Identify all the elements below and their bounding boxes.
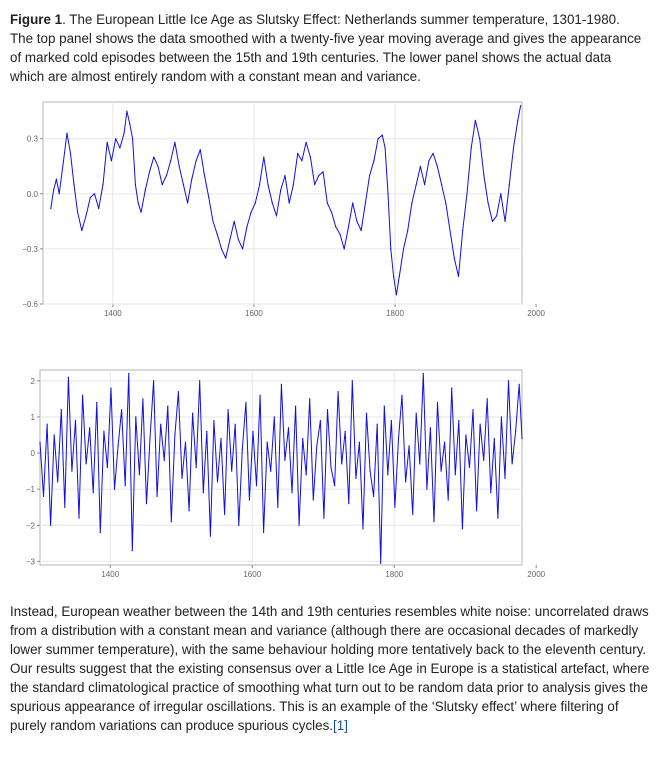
- bottom-data-point: [352, 380, 353, 381]
- bottom-data-point: [256, 485, 257, 486]
- bottom-y-tick-label: −3: [25, 557, 35, 567]
- top-data-point: [179, 166, 180, 167]
- top-data-point: [306, 142, 307, 143]
- bottom-data-point: [107, 467, 108, 468]
- bottom-data-point: [213, 420, 214, 421]
- top-data-point: [145, 190, 146, 191]
- top-data-point: [331, 212, 332, 213]
- top-data-point: [170, 160, 171, 161]
- top-data-point: [454, 258, 455, 259]
- bottom-data-point: [68, 377, 69, 378]
- bottom-data-point: [448, 499, 449, 500]
- top-data-point: [483, 175, 484, 176]
- bottom-data-point: [274, 416, 275, 417]
- top-data-point: [246, 226, 247, 227]
- figure-caption: [10, 10, 646, 86]
- bottom-data-point: [39, 442, 40, 443]
- bottom-data-point: [387, 474, 388, 475]
- bottom-data-point: [153, 380, 154, 381]
- top-data-point: [492, 221, 493, 222]
- top-data-point: [115, 138, 116, 139]
- top-data-point: [301, 160, 302, 161]
- bottom-data-point: [96, 402, 97, 403]
- bottom-data-point: [260, 395, 261, 396]
- chart-top-smoothed: [0, 100, 658, 330]
- bottom-data-point: [189, 510, 190, 511]
- top-data-point: [53, 190, 54, 191]
- top-data-point: [500, 193, 501, 194]
- top-y-tick-label: −0.3: [22, 244, 38, 254]
- bottom-data-point: [57, 481, 58, 482]
- top-data-point: [157, 166, 158, 167]
- bottom-data-point: [61, 409, 62, 410]
- top-data-point: [81, 230, 82, 231]
- top-data-point: [399, 276, 400, 277]
- top-data-point: [229, 239, 230, 240]
- bottom-data-point: [309, 398, 310, 399]
- bottom-data-point: [416, 413, 417, 414]
- top-data-point: [361, 230, 362, 231]
- bottom-data-point: [270, 471, 271, 472]
- top-data-point: [520, 105, 521, 106]
- bottom-data-point: [43, 496, 44, 497]
- bottom-data-point: [391, 420, 392, 421]
- top-data-point: [352, 202, 353, 203]
- top-data-point: [94, 193, 95, 194]
- bottom-data-point: [196, 467, 197, 468]
- bottom-data-point: [515, 431, 516, 432]
- bottom-data-point: [217, 481, 218, 482]
- top-x-tick-label: 1600: [245, 309, 263, 318]
- bottom-data-point: [355, 478, 356, 479]
- top-data-point: [310, 157, 311, 158]
- bottom-data-point: [249, 499, 250, 500]
- top-data-point: [174, 142, 175, 143]
- top-data-point: [107, 142, 108, 143]
- bottom-data-point: [490, 492, 491, 493]
- bottom-data-point: [323, 518, 324, 519]
- top-data-point: [259, 184, 260, 185]
- bottom-data-point: [483, 460, 484, 461]
- bottom-data-point: [412, 514, 413, 515]
- bottom-x-tick-label: 1400: [101, 570, 120, 579]
- bottom-data-point: [149, 438, 150, 439]
- bottom-data-point: [370, 471, 371, 472]
- bottom-data-point: [157, 496, 158, 497]
- figure-label: Figure 1: [10, 12, 63, 27]
- bottom-data-point: [267, 442, 268, 443]
- top-data-point: [77, 212, 78, 213]
- bottom-data-point: [320, 420, 321, 421]
- bottom-data-point: [401, 395, 402, 396]
- top-data-point: [496, 215, 497, 216]
- top-data-point: [348, 226, 349, 227]
- top-data-point: [403, 248, 404, 249]
- top-y-tick-label: −0.6: [22, 300, 38, 309]
- bottom-data-point: [458, 420, 459, 421]
- top-data-point: [70, 153, 71, 154]
- top-data-point: [424, 184, 425, 185]
- bottom-data-point: [497, 518, 498, 519]
- bottom-data-point: [242, 449, 243, 450]
- bottom-data-point: [419, 463, 420, 464]
- bottom-data-point: [394, 507, 395, 508]
- bottom-data-point: [437, 402, 438, 403]
- bottom-data-point: [238, 525, 239, 526]
- top-x-tick-label: 2000: [527, 309, 546, 318]
- top-data-point: [416, 184, 417, 185]
- top-data-point: [162, 184, 163, 185]
- top-data-point: [90, 197, 91, 198]
- top-data-point: [166, 175, 167, 176]
- top-data-point: [293, 184, 294, 185]
- top-data-point: [66, 133, 67, 134]
- bottom-data-point: [82, 395, 83, 396]
- bottom-data-point: [71, 471, 72, 472]
- bottom-data-point: [519, 384, 520, 385]
- top-data-point: [196, 160, 197, 161]
- top-data-point: [396, 294, 397, 295]
- bottom-data-point: [160, 424, 161, 425]
- top-data-point: [63, 160, 64, 161]
- top-data-point: [111, 160, 112, 161]
- top-data-point: [441, 184, 442, 185]
- bottom-x-tick-label: 1600: [243, 570, 262, 579]
- top-data-point: [204, 175, 205, 176]
- bottom-data-point: [125, 485, 126, 486]
- top-data-point: [411, 202, 412, 203]
- bottom-y-tick-label: 2: [30, 376, 35, 386]
- top-data-point: [85, 215, 86, 216]
- top-data-point: [251, 212, 252, 213]
- top-data-point: [335, 226, 336, 227]
- bottom-data-point: [327, 409, 328, 410]
- bottom-data-point: [341, 463, 342, 464]
- bottom-data-point: [47, 424, 48, 425]
- top-data-point: [382, 135, 383, 136]
- bottom-data-point: [50, 525, 51, 526]
- bottom-data-point: [338, 391, 339, 392]
- top-data-point: [217, 234, 218, 235]
- top-data-point: [276, 215, 277, 216]
- bottom-data-point: [75, 420, 76, 421]
- bottom-data-point: [433, 521, 434, 522]
- top-data-point: [212, 221, 213, 222]
- top-data-point: [323, 171, 324, 172]
- top-data-point: [208, 197, 209, 198]
- top-data-point: [420, 166, 421, 167]
- top-data-point: [513, 147, 514, 148]
- bottom-data-point: [455, 474, 456, 475]
- bottom-data-point: [380, 563, 381, 564]
- bottom-data-point: [302, 438, 303, 439]
- top-data-point: [390, 248, 391, 249]
- bottom-data-point: [164, 460, 165, 461]
- top-y-tick-label: 0.0: [26, 189, 38, 199]
- top-data-point: [433, 153, 434, 154]
- bottom-data-point: [362, 528, 363, 529]
- top-data-point: [458, 276, 459, 277]
- top-data-point: [183, 184, 184, 185]
- top-data-point: [369, 175, 370, 176]
- bottom-data-point: [430, 427, 431, 428]
- bottom-y-tick-label: 1: [30, 412, 35, 422]
- bottom-data-point: [359, 442, 360, 443]
- top-data-point: [149, 171, 150, 172]
- top-data-point: [73, 184, 74, 185]
- top-data-point: [289, 202, 290, 203]
- bottom-data-point: [167, 406, 168, 407]
- top-data-point: [98, 208, 99, 209]
- top-data-point: [445, 202, 446, 203]
- bottom-x-tick-label: 2000: [527, 570, 546, 579]
- bottom-data-point: [181, 478, 182, 479]
- top-data-point: [129, 123, 130, 124]
- top-data-point: [132, 138, 133, 139]
- top-plot-frame: [43, 102, 522, 304]
- bottom-data-point: [508, 380, 509, 381]
- top-data-point: [385, 147, 386, 148]
- top-data-point: [505, 221, 506, 222]
- top-data-point: [263, 157, 264, 158]
- bottom-data-point: [451, 388, 452, 389]
- bottom-data-point: [405, 481, 406, 482]
- top-data-point: [200, 149, 201, 150]
- bottom-data-point: [121, 409, 122, 410]
- bottom-data-point: [128, 373, 129, 374]
- top-data-point: [284, 175, 285, 176]
- top-data-point: [488, 202, 489, 203]
- top-data-point: [314, 184, 315, 185]
- bottom-data-point: [142, 398, 143, 399]
- bottom-data-point: [110, 388, 111, 389]
- bottom-data-point: [441, 471, 442, 472]
- bottom-data-point: [384, 406, 385, 407]
- bottom-data-point: [494, 438, 495, 439]
- top-x-tick-label: 1800: [386, 309, 404, 318]
- bottom-data-point: [224, 514, 225, 515]
- bottom-data-point: [487, 398, 488, 399]
- top-data-point: [187, 202, 188, 203]
- bottom-data-point: [348, 503, 349, 504]
- bottom-data-point: [345, 431, 346, 432]
- top-data-point: [135, 184, 136, 185]
- top-data-point: [124, 133, 125, 134]
- bottom-data-point: [132, 550, 133, 551]
- bottom-data-point: [185, 442, 186, 443]
- bottom-data-point: [423, 373, 424, 374]
- top-data-point: [272, 202, 273, 203]
- top-data-point: [56, 179, 57, 180]
- top-data-point: [221, 248, 222, 249]
- bottom-x-tick-label: 1800: [385, 570, 404, 579]
- top-data-point: [141, 212, 142, 213]
- bottom-data-point: [139, 474, 140, 475]
- bottom-data-point: [521, 438, 522, 439]
- bottom-data-point: [203, 492, 204, 493]
- bottom-data-point: [100, 532, 101, 533]
- bottom-y-tick-label: 0: [30, 449, 35, 459]
- top-data-point: [280, 190, 281, 191]
- bottom-data-point: [306, 474, 307, 475]
- bottom-data-point: [228, 409, 229, 410]
- bottom-data-point: [171, 521, 172, 522]
- top-data-point: [365, 202, 366, 203]
- bottom-data-point: [235, 424, 236, 425]
- top-data-point: [475, 120, 476, 121]
- top-data-point: [242, 248, 243, 249]
- bottom-data-point: [174, 434, 175, 435]
- top-data-point: [479, 138, 480, 139]
- top-data-point: [119, 147, 120, 148]
- bottom-data-point: [377, 424, 378, 425]
- bottom-data-point: [501, 416, 502, 417]
- bottom-data-point: [220, 438, 221, 439]
- bottom-data-point: [313, 499, 314, 500]
- top-data-point: [126, 111, 127, 112]
- body-paragraph-text: Instead, European weather between the 14th and 19th centuries resembles white noise: uncorrelated draws from a distribution with a constant mean and variance (although there are occasional decades of markedly lower summer temperature), with the same behaviour holding more tentatively back to the eleventh century. Our results suggest that the existing consensus over a Little Ice Age in Europe is a statistical artefact, where the standard climatological practice of smoothing what turn out to be random data prior to analysis gives the spurious appearance of irregular oscillations. This is an example of the ‘Slutsky effect’ where filtering of purely random variations can produce spurious cycles.: [10, 604, 650, 733]
- bottom-data-point: [398, 438, 399, 439]
- top-data-point: [238, 239, 239, 240]
- bottom-data-point: [199, 380, 200, 381]
- bottom-data-point: [135, 416, 136, 417]
- top-data-point: [339, 234, 340, 235]
- bottom-data-point: [462, 528, 463, 529]
- top-data-point: [462, 230, 463, 231]
- bottom-data-point: [281, 384, 282, 385]
- top-data-point: [393, 276, 394, 277]
- top-data-point: [191, 179, 192, 180]
- top-data-point: [509, 184, 510, 185]
- top-data-point: [297, 153, 298, 154]
- top-data-point: [255, 202, 256, 203]
- bottom-data-point: [78, 518, 79, 519]
- bottom-y-tick-label: −2: [25, 521, 35, 531]
- bottom-data-point: [146, 503, 147, 504]
- bottom-data-point: [86, 463, 87, 464]
- top-data-point: [102, 184, 103, 185]
- bottom-data-point: [245, 402, 246, 403]
- bottom-data-point: [373, 496, 374, 497]
- top-data-point: [50, 208, 51, 209]
- bottom-data-point: [444, 442, 445, 443]
- bottom-data-point: [299, 525, 300, 526]
- bottom-data-point: [291, 492, 292, 493]
- chart-bottom-raw: [0, 360, 658, 590]
- bottom-data-point: [118, 445, 119, 446]
- bottom-data-point: [469, 467, 470, 468]
- top-data-point: [378, 138, 379, 139]
- bottom-data-point: [465, 434, 466, 435]
- bottom-data-point: [252, 431, 253, 432]
- top-data-point: [373, 160, 374, 161]
- bottom-data-point: [330, 467, 331, 468]
- top-data-point: [517, 120, 518, 121]
- bottom-data-point: [93, 492, 94, 493]
- bottom-data-point: [210, 536, 211, 537]
- top-data-point: [344, 248, 345, 249]
- bottom-data-point: [231, 471, 232, 472]
- top-y-tick-label: 0.3: [26, 134, 38, 144]
- bottom-data-point: [54, 434, 55, 435]
- bottom-data-point: [103, 431, 104, 432]
- bottom-data-point: [64, 507, 65, 508]
- bottom-data-point: [476, 510, 477, 511]
- bottom-y-tick-label: −1: [25, 485, 35, 495]
- body-paragraph: [10, 602, 650, 735]
- bottom-data-point: [288, 427, 289, 428]
- top-data-point: [318, 175, 319, 176]
- top-data-point: [225, 258, 226, 259]
- bottom-data-point: [409, 445, 410, 446]
- top-data-point: [234, 221, 235, 222]
- top-data-point: [59, 193, 60, 194]
- top-data-point: [153, 157, 154, 158]
- bottom-data-point: [263, 532, 264, 533]
- bottom-data-point: [316, 445, 317, 446]
- bottom-data-point: [284, 460, 285, 461]
- top-x-tick-label: 1400: [103, 309, 122, 318]
- bottom-data-point: [206, 431, 207, 432]
- bottom-data-point: [178, 391, 179, 392]
- bottom-data-point: [366, 413, 367, 414]
- top-data-point: [466, 193, 467, 194]
- bottom-data-point: [504, 478, 505, 479]
- top-data-point: [387, 193, 388, 194]
- top-data-point: [356, 221, 357, 222]
- bottom-data-point: [426, 489, 427, 490]
- bottom-data-point: [89, 427, 90, 428]
- top-data-point: [437, 166, 438, 167]
- bottom-data-point: [511, 463, 512, 464]
- top-data-point: [407, 230, 408, 231]
- reference-link[interactable]: [1]: [333, 718, 348, 733]
- bottom-data-point: [472, 409, 473, 410]
- top-data-point: [267, 184, 268, 185]
- bottom-data-point: [192, 413, 193, 414]
- bottom-data-point: [334, 485, 335, 486]
- top-data-point: [449, 230, 450, 231]
- top-data-point: [471, 147, 472, 148]
- bottom-data-point: [480, 424, 481, 425]
- top-data-point: [138, 202, 139, 203]
- bottom-data-point: [114, 489, 115, 490]
- bottom-data-point: [295, 406, 296, 407]
- top-data-point: [428, 160, 429, 161]
- bottom-data-point: [277, 507, 278, 508]
- top-data-point: [327, 202, 328, 203]
- caption-text: . The European Little Ice Age as Slutsky Effect: Netherlands summer temperature, 1301-1980. The top panel shows the data smoothed with a twenty-five year moving average and gives the appearance of marked cold episodes between the 15th and 19th centuries. The lower panel shows the actual data which are almost entirely random with a constant mean and variance.: [10, 12, 642, 84]
